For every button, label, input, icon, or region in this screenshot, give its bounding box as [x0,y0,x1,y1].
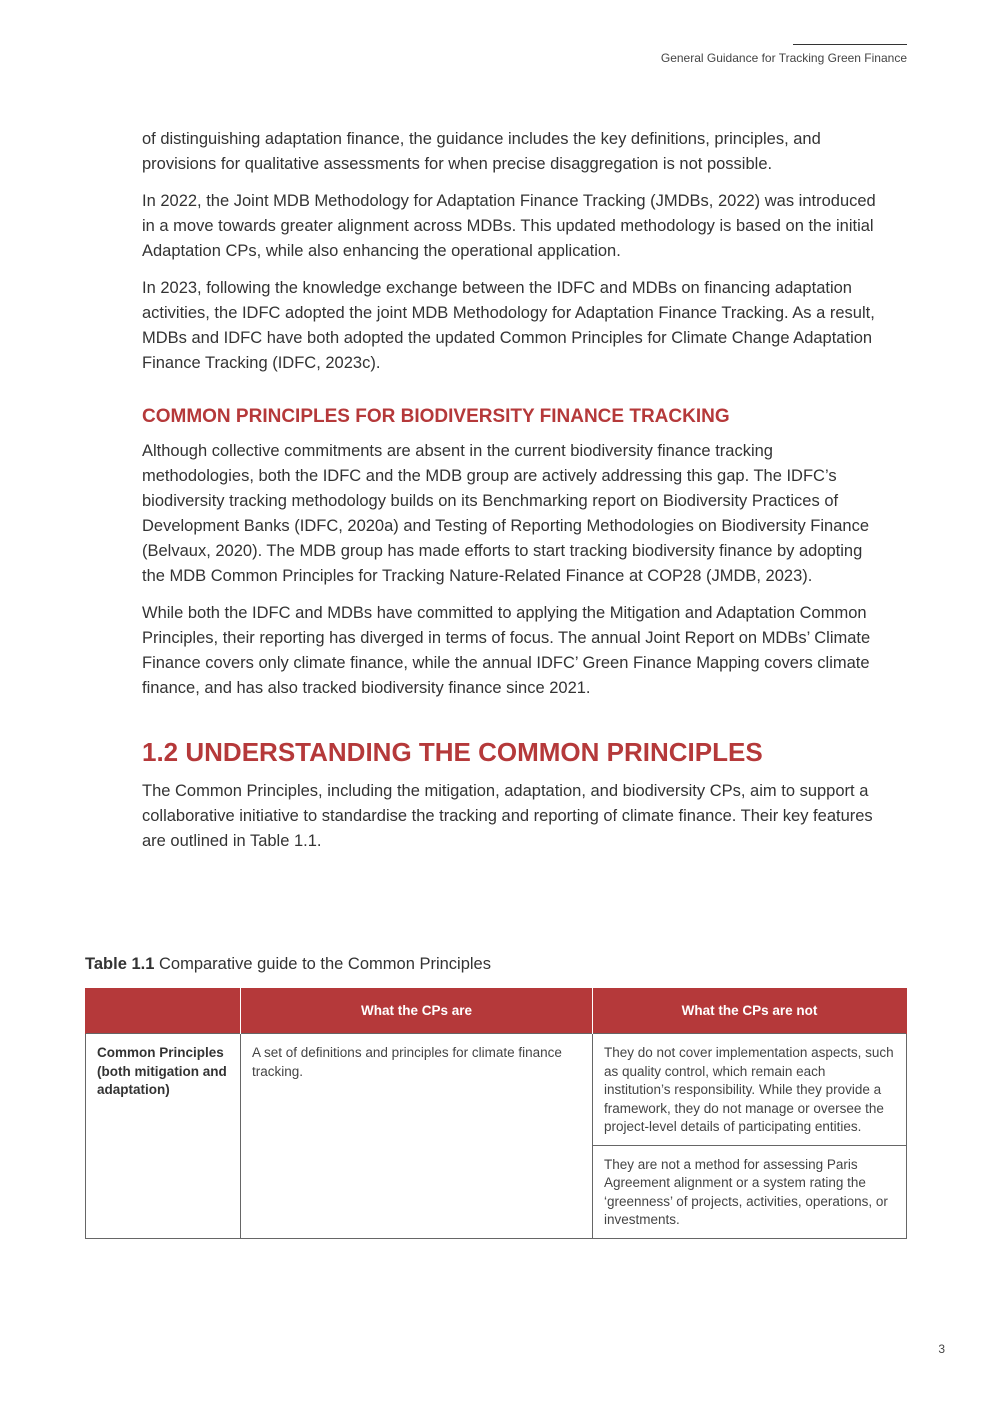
paragraph-reporting-divergence: While both the IDFC and MDBs have committed to applying the Mitigation and Adaptation Common Principles, their reporting has diverged in terms of focus. The annual Joint Report on MDBs’ Climate Finance covers only climate finance, while the annual IDFC’ Green Finance Mapping covers climate finance, and has also tracked biodiversity finance since 2021. [142,604,871,697]
table-caption-label: Table 1.1 [85,955,155,973]
table-header-row [86,988,907,1034]
table-header-what-cps-are-not: What the CPs are not [593,988,907,1034]
page-number: 3 [938,1342,945,1356]
chapter-heading: 1.2 UNDERSTANDING THE COMMON PRINCIPLES [142,737,763,767]
comparative-guide-table [85,988,907,1239]
running-header [507,44,907,66]
table-cell-what-cps-are-not-1: They do not cover implementation aspects, such as quality control, which remain each institution’s responsibility. While they provide a framework, they do not manage or oversee the project-level details of participating entities. [593,1034,907,1146]
header-rule [793,44,907,45]
paragraph-common-principles-intro: The Common Principles, including the mitigation, adaptation, and biodiversity CPs, aim to support a collaborative initiative to standardise the tracking and reporting of climate finance. Their key features are outlined in Table 1.1. [142,782,873,850]
paragraph-idfc-2023: In 2023, following the knowledge exchange between the IDFC and MDBs on financing adaptation activities, the IDFC adopted the joint MDB Methodology for Adaptation Finance Tracking. As a result, MDBs and IDFC have both adopted the updated Common Principles for Climate Change Adaptation Finance Tracking (IDFC, 2023c). [142,279,875,372]
paragraph-jmdb-2022: In 2022, the Joint MDB Methodology for Adaptation Finance Tracking (JMDBs, 2022) was introduced in a move towards greater alignment across MDBs. This updated methodology is based on the initial Adaptation CPs, while also enhancing the operational application. [142,192,876,260]
table-caption [85,952,905,976]
table-cell-what-cps-are: A set of definitions and principles for climate finance tracking. [241,1034,593,1239]
table-row-label: Common Principles (both mitigation and adaptation) [86,1034,241,1239]
table-header-what-cps-are: What the CPs are [241,988,593,1034]
body-content [142,127,887,866]
running-title: General Guidance for Tracking Green Finance [660,51,907,65]
paragraph-adaptation-guidance: of distinguishing adaptation finance, the guidance includes the key definitions, principles, and provisions for qualitative assessments for when precise disaggregation is not possible. [142,130,821,173]
table-caption-text: Comparative guide to the Common Principles [154,955,491,973]
paragraph-biodiversity-tracking: Although collective commitments are absent in the current biodiversity finance tracking methodologies, both the IDFC and the MDB group are actively addressing this gap. The IDFC’s biodiversity tracking methodology builds on its Benchmarking report on Biodiversity Practices of Development Banks (IDFC, 2020a) and Testing of Reporting Methodologies on Biodiversity Finance (Belvaux, 2020). The MDB group has made efforts to start tracking biodiversity finance by adopting the MDB Common Principles for Tracking Nature-Related Finance at COP28 (JMDB, 2023). [142,442,870,585]
biodiversity-section-heading: COMMON PRINCIPLES FOR BIODIVERSITY FINANCE TRACKING [142,406,730,427]
table-cell-what-cps-are-not-2: They are not a method for assessing Paris Agreement alignment or a system rating the ‘greenness’ of projects, activities, operations, or investments. [593,1145,907,1238]
table-row [86,1034,907,1146]
table-header-empty [86,988,241,1034]
